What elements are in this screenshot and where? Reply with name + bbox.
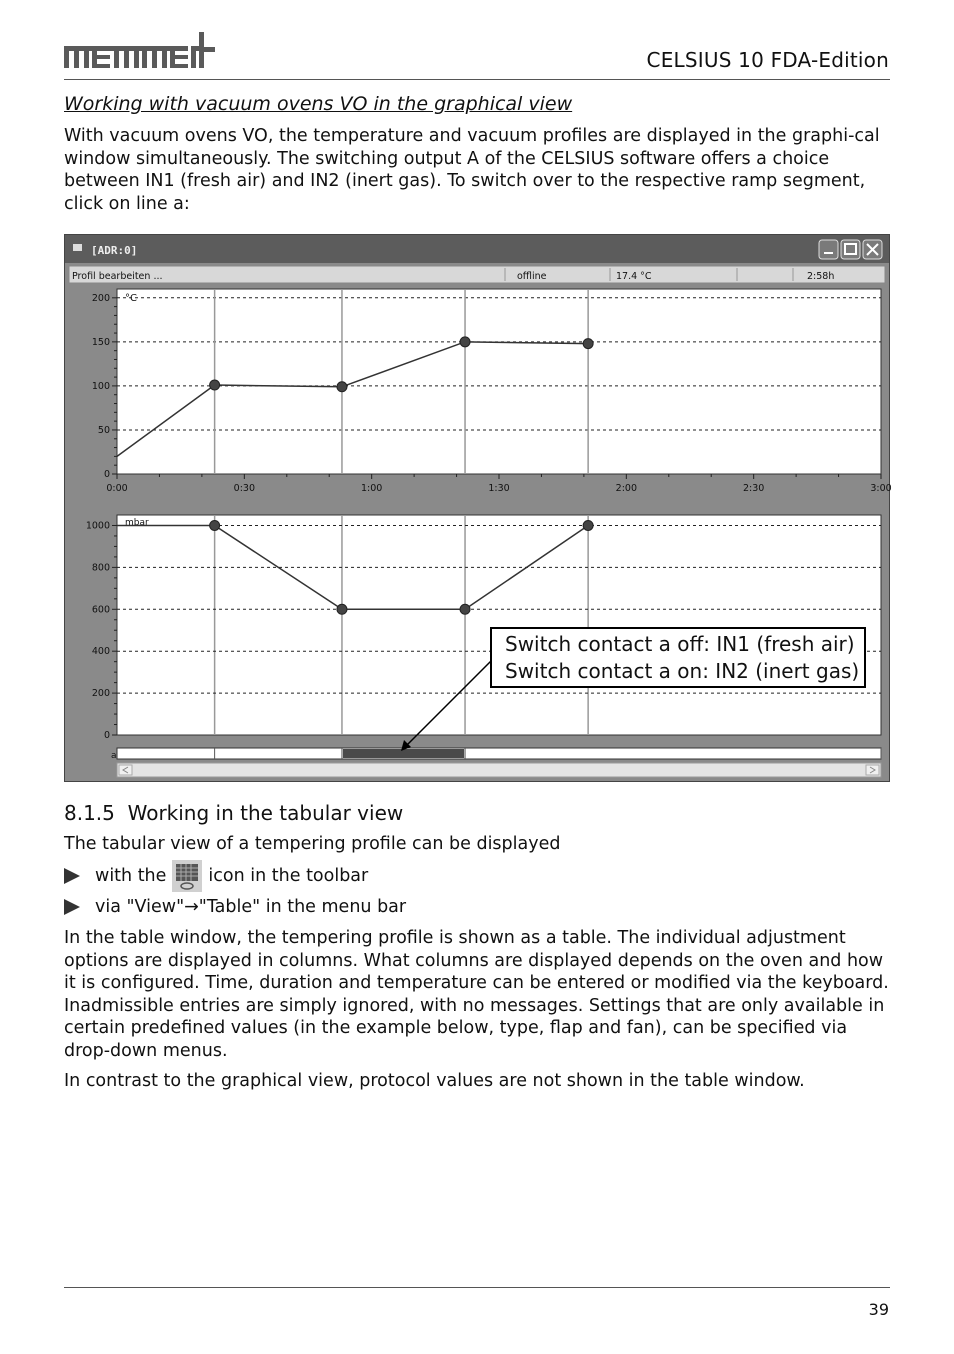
temp-y-ticks (92, 293, 117, 480)
maximize-button[interactable] (841, 240, 860, 259)
bullet2-text: via "View"→"Table" in the menu bar (95, 897, 407, 917)
header-title: CELSIUS 10 FDA-Edition (646, 48, 889, 72)
switch-segment-off[interactable] (118, 749, 214, 758)
memmert-logo (64, 30, 216, 72)
tabular-intro: The tabular view of a tempering profile can be displayed (64, 834, 561, 854)
minimize-icon (824, 252, 833, 254)
intro-paragraph: With vacuum ovens VO, the temperature and vacuum profiles are displayed in the graphi-cal window simultaneously. The switching output A of the CELSIUS software offers a choice between IN1 (fresh air) and IN2 (inert gas). To switch over to the respective ramp segment, click on line a: (64, 126, 880, 214)
temp-unit-label: °C (125, 293, 137, 304)
temp-x-tick-label: 1:30 (488, 483, 510, 494)
temp-point[interactable] (210, 380, 220, 390)
switch-line-label: a (111, 751, 117, 761)
tabular-paragraph-2: In contrast to the graphical view, protocol values are not shown in the table window. (64, 1071, 805, 1091)
callout-line-2: Switch contact a on: IN2 (inert gas) (505, 659, 860, 683)
vacuum-y-ticks (86, 520, 117, 741)
footer-divider (64, 1287, 890, 1288)
temp-y-tick-label: 100 (91, 380, 110, 392)
switch-segment-on[interactable] (343, 749, 464, 758)
temp-x-tick-label: 1:00 (360, 483, 383, 494)
switch-segment-off[interactable] (216, 749, 341, 758)
temp-point[interactable] (337, 382, 347, 392)
vacuum-y-tick-label: 400 (91, 646, 110, 658)
tabular-paragraph-1: In the table window, the tempering profile is shown as a table. The individual adjustment options are displayed in columns. What columns are displayed depends on the oven and how it is configured. Time, duration and temperature can be entered or modified via the keyboard. Inadmissible entries are simply ignored, with no messages. Settings that are only available in certain predefined values (in the example below, type, flap and fan), can be specified via drop-down menus. (64, 928, 889, 1061)
switch-segments (118, 748, 881, 759)
temp-point[interactable] (460, 337, 470, 347)
page-number: 39 (868, 1300, 889, 1319)
bullet1-text-before: with the (95, 866, 167, 886)
title-bar (65, 235, 889, 263)
status-duration: 2:58h (807, 271, 835, 282)
vacuum-y-tick-label: 600 (91, 604, 110, 616)
temp-x-tick-label: 2:30 (742, 483, 765, 494)
vacuum-point[interactable] (460, 604, 470, 614)
window-app-icon (73, 244, 82, 251)
temp-y-tick-label: 0 (103, 469, 110, 480)
logo-text: memmert (64, 71, 69, 72)
bullet1-text-after: icon in the toolbar (208, 866, 369, 886)
status-temperature: 17.4 °C (616, 271, 652, 282)
header-divider (64, 79, 890, 80)
callout-box (490, 627, 866, 688)
horizontal-scrollbar[interactable] (117, 763, 881, 777)
minimize-button[interactable] (819, 240, 838, 259)
window-title: [ADR:0] (91, 244, 138, 257)
vacuum-point[interactable] (583, 520, 593, 530)
table-view-icon (172, 860, 202, 892)
temperature-chart[interactable] (92, 289, 892, 494)
scroll-left-button[interactable] (119, 765, 132, 775)
bullet-arrow-icon (64, 899, 80, 915)
section-title: Working in the tabular view (127, 801, 404, 825)
temp-y-tick-label: 50 (97, 424, 110, 436)
scroll-right-button[interactable] (866, 765, 879, 775)
temp-x-ticks (106, 474, 891, 494)
section-heading (64, 801, 403, 825)
temp-y-tick-label: 150 (91, 336, 110, 348)
status-connection: offline (517, 271, 547, 282)
bullet-menu (64, 897, 406, 917)
temp-x-tick-label: 3:00 (870, 483, 892, 494)
callout-line-1: Switch contact a off: IN1 (fresh air) (505, 632, 855, 656)
temp-point[interactable] (583, 339, 593, 349)
bullet-arrow-icon (64, 868, 80, 884)
section-number: 8.1.5 (64, 801, 115, 825)
vacuum-plot-area (117, 515, 881, 735)
vacuum-y-tick-label: 200 (91, 688, 110, 700)
vacuum-y-tick-label: 0 (103, 730, 110, 741)
temp-x-tick-label: 0:00 (106, 483, 128, 494)
switch-segment-off[interactable] (466, 749, 880, 758)
status-text: Profil bearbeiten ... (72, 271, 163, 282)
bullet-toolbar (64, 860, 368, 892)
temp-y-tick-label: 200 (91, 292, 110, 304)
temp-x-tick-label: 2:00 (615, 483, 638, 494)
temp-plot-area (117, 289, 881, 474)
vacuum-y-tick-label: 800 (91, 562, 110, 574)
sub-heading: Working with vacuum ovens VO in the graphical view (64, 93, 573, 115)
status-bar (69, 266, 885, 283)
vacuum-point[interactable] (210, 520, 220, 530)
window-svg (65, 235, 892, 781)
temp-x-tick-label: 0:30 (233, 483, 256, 494)
vacuum-y-tick-label: 1000 (85, 520, 110, 532)
vacuum-point[interactable] (337, 604, 347, 614)
close-button[interactable] (863, 240, 882, 259)
vacuum-unit-label: mbar (125, 518, 149, 528)
software-window (64, 234, 890, 782)
